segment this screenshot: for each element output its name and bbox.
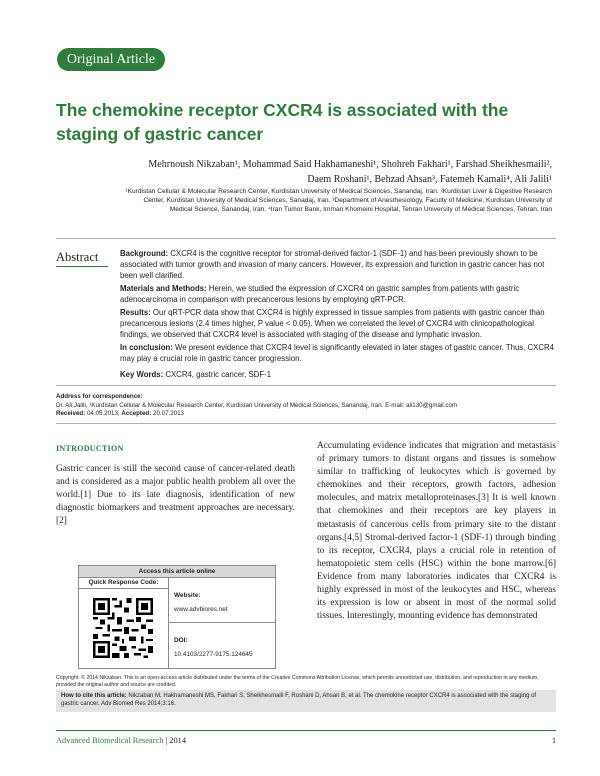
website-link[interactable]: www.advbiores.net [174, 606, 228, 613]
citation-heading: How to cite this article: [61, 693, 127, 699]
correspondence-heading: Address for correspondence: [56, 393, 143, 400]
affiliation-line-3: Medical Science, Sanandaj, Iran. ⁴Iran Tumor Bank, Imman Khomeini Hospital, Tehran University of Medical Sciences, Tehran, Iran [169, 206, 552, 214]
keywords [120, 370, 271, 379]
citation-box [56, 690, 556, 712]
background-text: CXCR4 is the cognitive receptor for stromal-derived factor-1 (SDF-1) and has been previously shown to be associated with tumor growth and invasion of many cancers. However, its expression and function in gastric cancer has not been well clarified. [120, 249, 545, 280]
footer-journal [56, 736, 186, 745]
conclusion-text: We present evidence that CXCR4 level is significantly elevated in later stages of gastric cancer. Thus, CXCR4 may play a crucial role in gastric cancer progression. [120, 342, 554, 363]
received-heading: Received: [56, 410, 86, 418]
conclusion-heading: In conclusion: [120, 342, 173, 352]
doi-link[interactable]: 10.4103/2277-9175.124645 [174, 651, 253, 658]
qr-code-icon[interactable] [93, 598, 153, 658]
accepted-heading: Accepted: [121, 410, 152, 418]
right-column [317, 440, 556, 623]
affiliations [52, 187, 552, 215]
access-article-box [78, 565, 276, 669]
keywords-text: CXCR4, gastric cancer, SDF-1 [163, 370, 272, 379]
footer-rule [56, 730, 556, 731]
authors-line-1: Mehrnoush Nikzaban¹, Mohammad Said Hakhamaneshi¹, Shohreh Fakhari¹, Farshad Sheikhesmaili², [148, 159, 552, 170]
left-column [56, 463, 295, 528]
correspondence-block [56, 393, 556, 419]
article-type-badge: Original Article [57, 48, 165, 71]
abstract-body [120, 249, 555, 367]
abstract-conclusion [120, 343, 555, 365]
title-line-1: The chemokine receptor CXCR4 is associated with the [56, 100, 509, 120]
abstract-results [120, 308, 555, 340]
introduction-heading: INTRODUCTION [56, 444, 124, 453]
page-number: 1 [551, 736, 556, 745]
qr-cell [79, 589, 169, 668]
website-label: Website: [174, 592, 201, 599]
results-heading: Results: [120, 307, 151, 317]
abstract-background [120, 249, 555, 281]
doi-label: DOI: [174, 637, 188, 644]
journal-year: | 2014 [165, 736, 187, 745]
affiliation-line-1: ¹Kurdistan Cellular & Molecular Research Center, Kurdistan University of Medical Sciences, Sanandaj, Iran. ²Kurdistan Liver & Digestive Research [125, 188, 552, 195]
received-date: 04.05.2013, [85, 410, 122, 418]
author-list [92, 157, 552, 187]
journal-name: Advanced Biomedical Research [56, 736, 164, 745]
affiliation-line-2: Center, Kurdistan University of Medical Sciences, Sanadaj, Iran. ³Department of Anesthesiology, Faculty of Medicine, Kurdistan University of [143, 197, 552, 205]
corr-divider [56, 423, 556, 424]
access-box-title: Access this article online [79, 566, 275, 578]
website-cell [169, 578, 275, 623]
header-divider [56, 238, 556, 239]
correspondence-text: Dr. Ali Jalili, ¹Kurdistan Cellular & Molecular Research Center, Kurdistan University of Medical Sciences, Sanandaj, Iran. E-mail: ali130@gmail.com [56, 401, 458, 409]
keywords-heading: Key Words: [120, 370, 164, 379]
abstract-label: Abstract [56, 250, 108, 267]
dates-line [56, 410, 556, 419]
accepted-date: 20.07.2013 [151, 410, 184, 418]
copyright-notice: Copyright: © 2014 Nikzaban. This is an open-access article distributed under the terms of the Creative Commons Attribution License, which permits unrestricted use, distribution, and reproduction in any medium, provided the original author and source are credited. [56, 675, 539, 689]
intro-right-paragraph: Accumulating evidence indicates that migration and metastasis of primary tumors to distant organs and tissues is somehow similar to trafficking of leukocytes which is governed by chemokines and their receptors, growth factors, adhesion molecules, and matrix metalloproteinases.[3] It is well known that chemokines and their receptors are key players in metastasis of cancerous cells from primary site to the distant organs.[4,5] Stromal-derived factor-1 (SDF-1) through binding to its receptor, CXCR4, plays a crucial role in retention of hematopoietic stem cells (HSC) within the bone marrow.[6] Evidence from many laboratories indicates that CXCR4 is highly expressed in most of the leukocytes and HSC, whereas its expression is low or absent in most of the normal solid tissues. Interestingly, mounting evidence has demonstrated [317, 441, 556, 622]
citation-text: Nikzaban M, Hakhamaneshi MS, Fakhari S, Sheikhesmaili F, Roshani D, Ahsan B, et al. The chemokine receptor CXCR4 is associated with the staging of gastric cancer. Adv Biomed Res 2014;3:16. [61, 693, 537, 708]
qr-label: Quick Response Code: [79, 578, 169, 589]
abstract-divider [56, 385, 556, 386]
authors-line-2: Daem Roshani¹, Behzad Ahsan³, Fatemeh Kamali⁴, Ali Jalili¹ [307, 174, 552, 185]
results-text: Our qRT-PCR data show that CXCR4 is highly expressed in tissue samples from patients with gastric cancer than precancerous lesions (2.4 times higher, P value < 0.05). When we correlated the level of CXCR4 with clinicopathological findings, we observed that CXCR4 level is associated with staging of the disease and lymphatic invasion. [120, 307, 545, 339]
intro-left-paragraph: Gastric cancer is still the second cause of cancer-related death and is considered as a major public health problem all over the world.[1] Due to its late diagnosis, identification of new diagnostic biomarkers and treatment approaches are necessary.[2] [56, 464, 295, 527]
background-heading: Background: [120, 249, 169, 258]
methods-text: Herein, we studied the expression of CXCR4 on gastric samples from patients with gastric adenocarcinoma in comparison with precancerous lesions by employing qRT-PCR. [120, 283, 520, 304]
doi-cell [169, 623, 275, 668]
methods-heading: Materials and Methods: [120, 283, 207, 293]
title-line-2: staging of gastric cancer [56, 124, 264, 144]
abstract-methods [120, 284, 555, 306]
article-title [56, 98, 556, 146]
